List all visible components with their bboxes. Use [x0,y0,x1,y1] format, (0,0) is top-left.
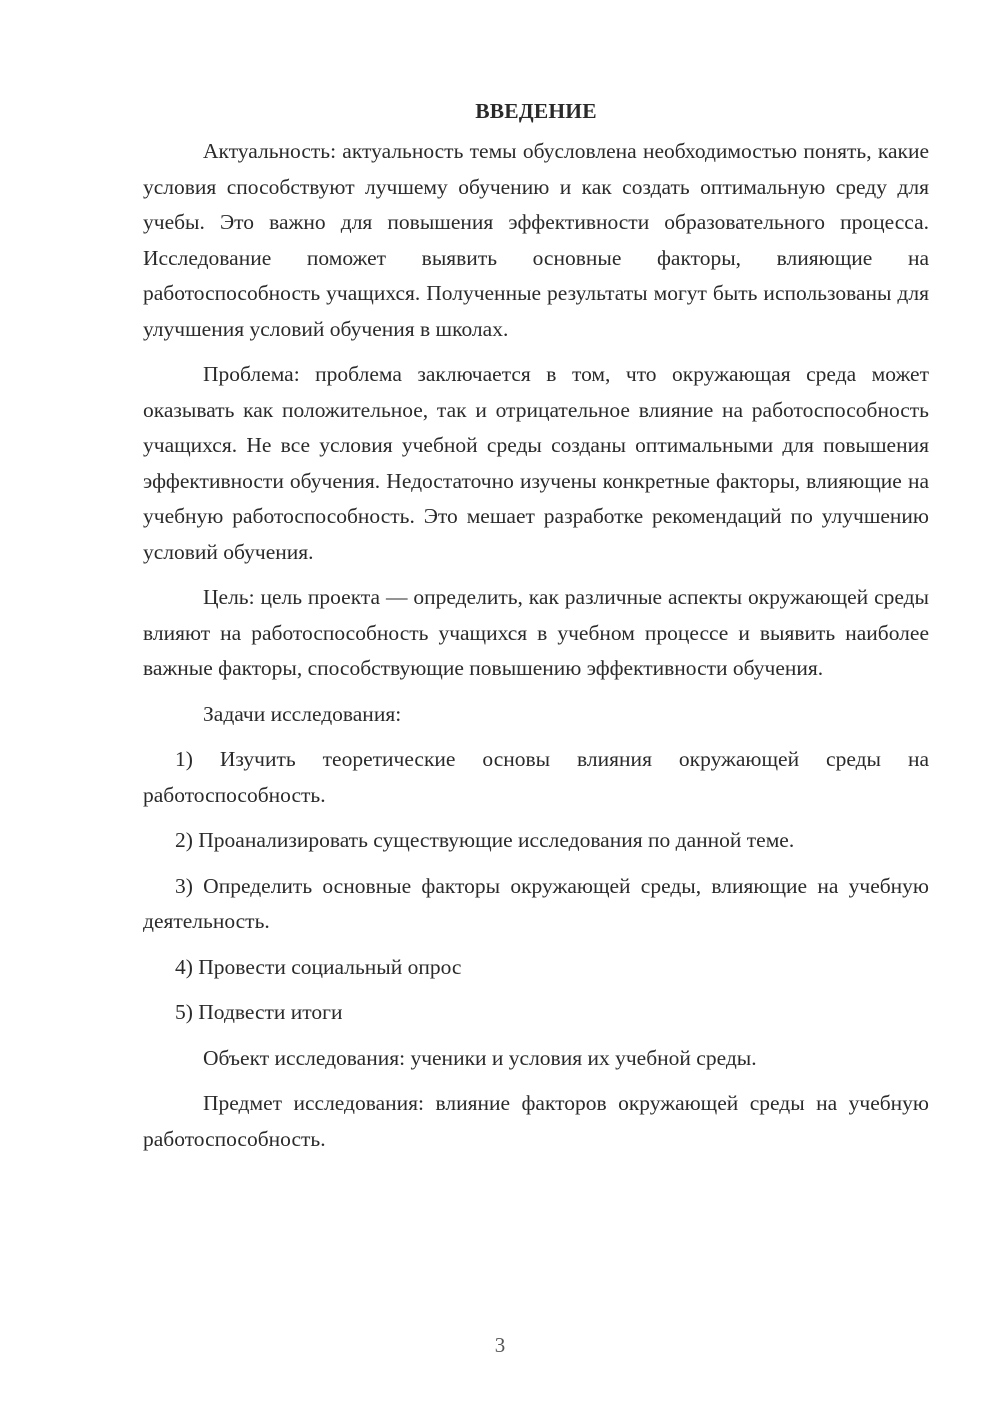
page-number: 3 [494,1333,506,1357]
section-title: ВВЕДЕНИЕ [475,99,597,123]
task-item: 3) Определить основные факторы окружающей среды, влияющие на учебную деятельность. [143,873,929,933]
tasks-heading: Задачи исследования: [203,701,402,726]
task-item: 5) Подвести итоги [175,1000,343,1024]
paragraph-problem: Проблема: проблема заключается в том, что окружающая среда может оказывать как положительное, так и отрицательное влияние на работоспособность учащихся. Не все условия учебной среды созданы оптимальными для повышения эффективности обучения. Недостаточно изучены конкретные факторы, влияющие на учебную работоспособность. Это мешает разработке рекомендаций по улучшению условий обучения. [143,362,929,564]
paragraph-subject: Предмет исследования: влияние факторов окружающей среды на учебную работоспособность. [143,1091,929,1151]
task-item: 4) Провести социальный опрос [175,954,462,979]
document-page [143,96,929,1167]
task-item: 2) Проанализировать существующие исследования по данной теме. [175,828,795,852]
paragraph-goal: Цель: цель проекта — определить, как различные аспекты окружающей среды влияют на работоспособность учащихся в учебном процессе и выявить наиболее важные факторы, способствующие повышению эффективности обучения. [143,585,929,680]
paragraph-relevance: Актуальность: актуальность темы обусловлена необходимостью понять, какие условия способствуют лучшему обучению и как создать оптимальную среду для учебы. Это важно для повышения эффективности образовательного процесса. Исследование поможет выявить основные факторы, влияющие на работоспособность учащихся. Полученные результаты могут быть использованы для улучшения условий обучения в школах. [143,139,929,341]
paragraph-object: Объект исследования: ученики и условия их учебной среды. [203,1045,757,1070]
tasks-list [143,742,929,1031]
task-item: 1) Изучить теоретические основы влияния окружающей среды на работоспособность. [143,747,929,807]
